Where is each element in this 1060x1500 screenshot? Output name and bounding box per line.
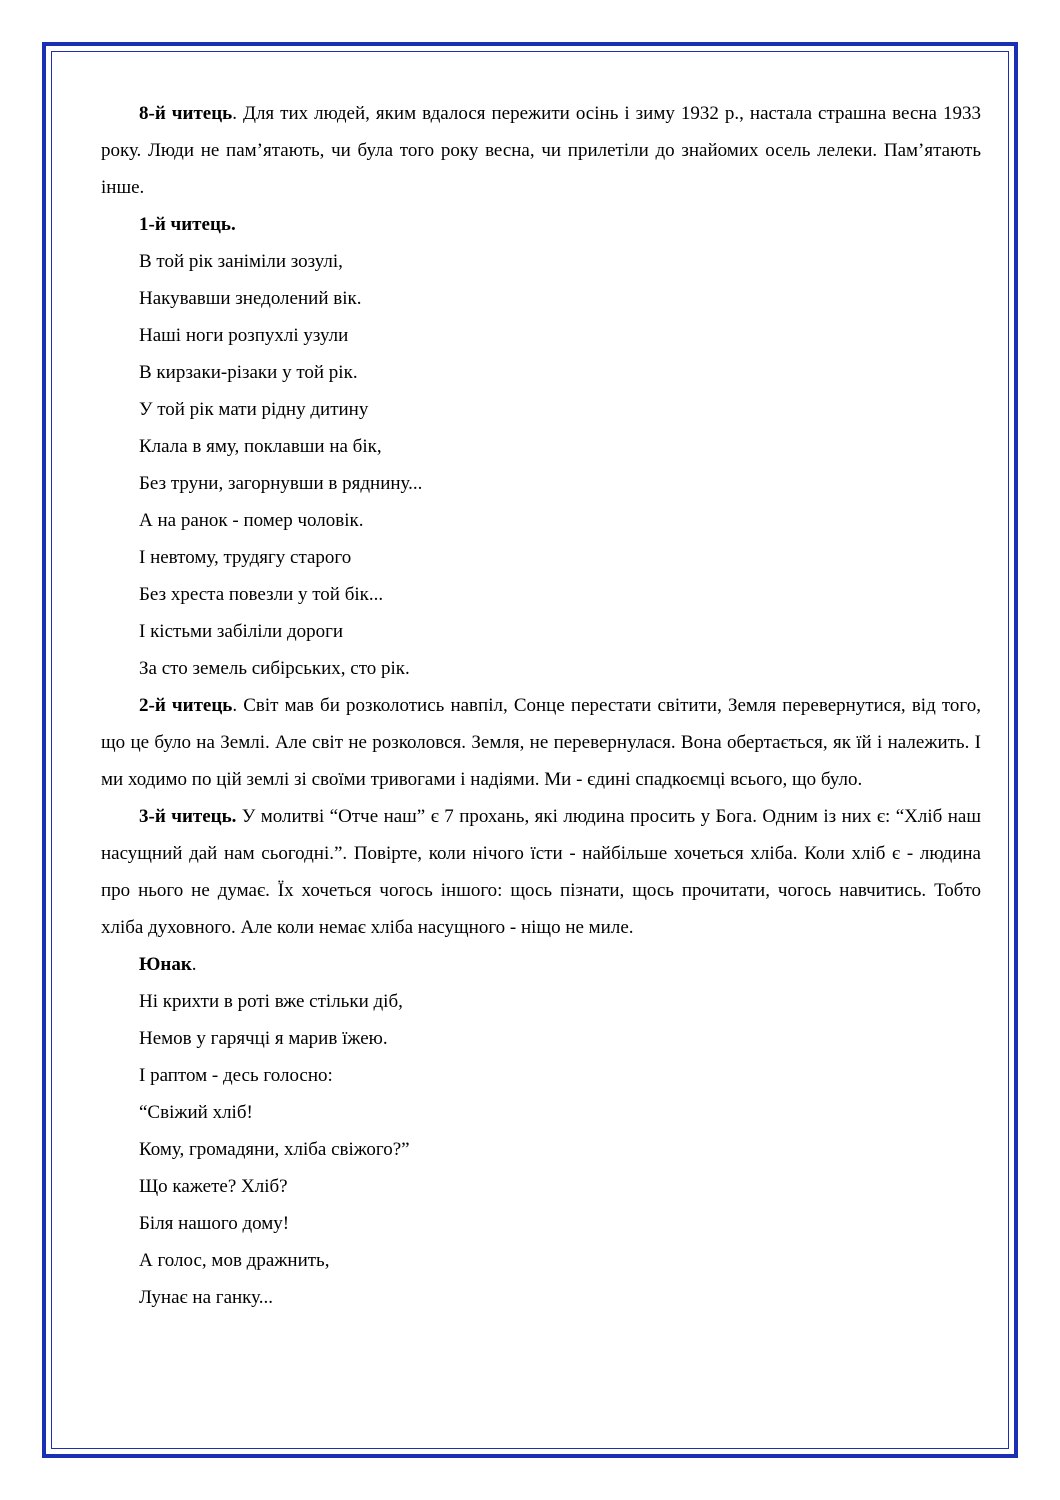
youth-suffix: .	[191, 954, 197, 975]
poem2-line: Лунає на ганку...	[139, 1287, 273, 1308]
poem1-line: Без хреста повезли у той бік...	[139, 584, 384, 605]
poem1-line: Без труни, загорнувши в ряднину...	[139, 473, 423, 494]
poem1-line: А на ранок - помер чоловік.	[139, 510, 364, 531]
reader2-speaker: 2-й читець	[139, 695, 233, 716]
reader3-paragraph	[101, 798, 981, 946]
poem1-line: Накувавши знедолений вік.	[139, 288, 362, 309]
poem2-line: Біля нашого дому!	[139, 1213, 290, 1234]
reader8-speaker: 8-й читець	[139, 103, 233, 124]
poem1-line: В той рік заніміли зозулі,	[139, 251, 343, 272]
poem1-line: За сто земель сибірських, сто рік.	[139, 658, 410, 679]
poem2-line: Немов у гарячці я марив їжею.	[139, 1028, 388, 1049]
poem2-line: Що кажете? Хліб?	[139, 1176, 288, 1197]
reader1-heading	[101, 206, 981, 243]
youth-speaker: Юнак	[139, 954, 192, 975]
reader3-speaker: 3-й читець.	[139, 806, 237, 827]
youth-heading	[101, 946, 981, 983]
reader2-text: . Світ мав би розколотись навпіл, Сонце перестати світити, Земля перевернутися, від того, що це було на Землі. Але світ не розколовся. Земля, не перевернулася. Вона обертається, як їй і належить. І ми ходимо по цій землі зі своїми тривогами і надіями. Ми - єдині спадкоємці всього, що було.	[101, 695, 981, 790]
reader3-text: У молитві “Отче наш” є 7 прохань, які людина просить у Бога. Одним із них є: “Хліб наш насущний дай нам сьогодні.”. Повірте, коли нічого їсти - найбільше хочеться хліба. Коли хліб є - людина про нього не думає. Їх хочеться чогось іншого: щось пізнати, щось прочитати, чогось навчитись. Тобто хліба духовного. Але коли немає хліба насущного - ніщо не миле.	[101, 806, 981, 938]
poem1-line: В кирзаки-різаки у той рік.	[139, 362, 358, 383]
reader2-paragraph	[101, 687, 981, 798]
poem1-line: І кістьми забіліли дороги	[139, 621, 344, 642]
poem2-line: І раптом - десь голосно:	[139, 1065, 333, 1086]
reader1-speaker: 1-й читець.	[139, 214, 236, 235]
poem2-line: Ні крихти в роті вже стільки діб,	[139, 991, 403, 1012]
poem1-line: У той рік мати рідну дитину	[139, 399, 369, 420]
poem2-line: “Свіжий хліб!	[139, 1102, 253, 1123]
reader8-text: . Для тих людей, яким вдалося пережити осінь і зиму 1932 р., настала страшна весна 1933 року. Люди не пам’ятають, чи була того року весна, чи прилетіли до знайомих осель лелеки. Пам’ятають інше.	[101, 103, 981, 198]
document-body	[101, 95, 981, 1316]
poem1-line: Наші ноги розпухлі узули	[139, 325, 349, 346]
poem1-line: Клала в яму, поклавши на бік,	[139, 436, 382, 457]
reader8-paragraph	[101, 95, 981, 206]
poem2-line: Кому, громадяни, хліба свіжого?”	[139, 1139, 410, 1160]
poem1-line: І невтому, трудягу старого	[139, 547, 352, 568]
poem2-line: А голос, мов дражнить,	[139, 1250, 330, 1271]
